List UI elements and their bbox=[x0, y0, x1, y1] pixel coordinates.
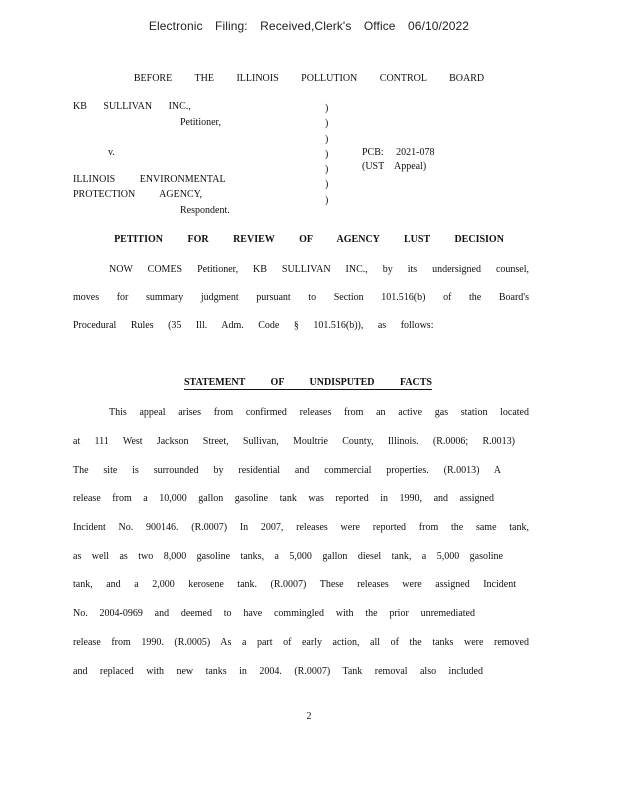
filing-stamp-header: Electronic Filing: Received,Clerk's Office 06/10/2022 bbox=[148, 19, 470, 33]
page-number: 2 bbox=[306, 711, 312, 722]
intro-line: NOW COMES Petitioner, KB SULLIVAN INC., by its undersigned counsel, bbox=[109, 264, 529, 275]
facts-line: as well as two 8,000 gasoline tanks, a 5,000 gallon diesel tank, a 5,000 gasoline bbox=[73, 551, 503, 562]
caption-paren-column bbox=[325, 101, 335, 208]
court-heading: BEFORE THE ILLINOIS POLLUTION CONTROL BOARD bbox=[133, 73, 485, 84]
facts-line: No. 2004-0969 and deemed to have commingled with the prior unremediated bbox=[73, 608, 475, 619]
case-type: (UST Appeal) bbox=[362, 161, 427, 172]
caption-paren: ) bbox=[325, 194, 329, 206]
petition-title: PETITION FOR REVIEW OF AGENCY LUST DECISION bbox=[114, 234, 504, 245]
petitioner-role: Petitioner, bbox=[180, 117, 221, 128]
facts-line: and replaced with new tanks in 2004. (R.0007) Tank removal also included bbox=[73, 666, 483, 677]
caption-paren: ) bbox=[325, 118, 329, 130]
caption-paren: ) bbox=[325, 148, 329, 160]
facts-line: This appeal arises from confirmed releases from an active gas station located bbox=[109, 407, 529, 418]
case-caption bbox=[73, 101, 553, 219]
facts-line: at 111 West Jackson Street, Sullivan, Moultrie County, Illinois. (R.0006; R.0013) bbox=[73, 436, 515, 447]
section-heading: STATEMENT OF UNDISPUTED FACTS bbox=[184, 377, 432, 388]
caption-paren: ) bbox=[325, 133, 329, 145]
caption-paren: ) bbox=[325, 103, 329, 114]
facts-line: release from 1990. (R.0005) As a part of early action, all of the tanks were removed bbox=[73, 637, 529, 648]
intro-line: moves for summary judgment pursuant to Section 101.516(b) of the Board's bbox=[73, 292, 529, 303]
facts-line: Incident No. 900146. (R.0007) In 2007, releases were reported from the same tank, bbox=[73, 522, 529, 533]
facts-line: release from a 10,000 gallon gasoline tank was reported in 1990, and assigned bbox=[73, 493, 494, 504]
intro-line: Procedural Rules (35 Ill. Adm. Code § 101.516(b)), as follows: bbox=[73, 320, 434, 331]
petitioner-name: KB SULLIVAN INC., bbox=[73, 101, 191, 112]
caption-paren: ) bbox=[325, 179, 329, 191]
facts-line: tank, and a 2,000 kerosene tank. (R.0007) These releases were assigned Incident bbox=[73, 579, 516, 590]
respondent-name-line-1: ILLINOIS ENVIRONMENTAL bbox=[73, 174, 226, 185]
versus-label: v. bbox=[108, 147, 115, 158]
respondent-name-line-2: PROTECTION AGENCY, bbox=[73, 189, 203, 200]
case-number: PCB: 2021-078 bbox=[362, 147, 435, 158]
facts-line: The site is surrounded by residential and commercial properties. (R.0013) A bbox=[73, 465, 501, 476]
caption-paren: ) bbox=[325, 164, 329, 176]
respondent-role: Respondent. bbox=[180, 205, 230, 216]
